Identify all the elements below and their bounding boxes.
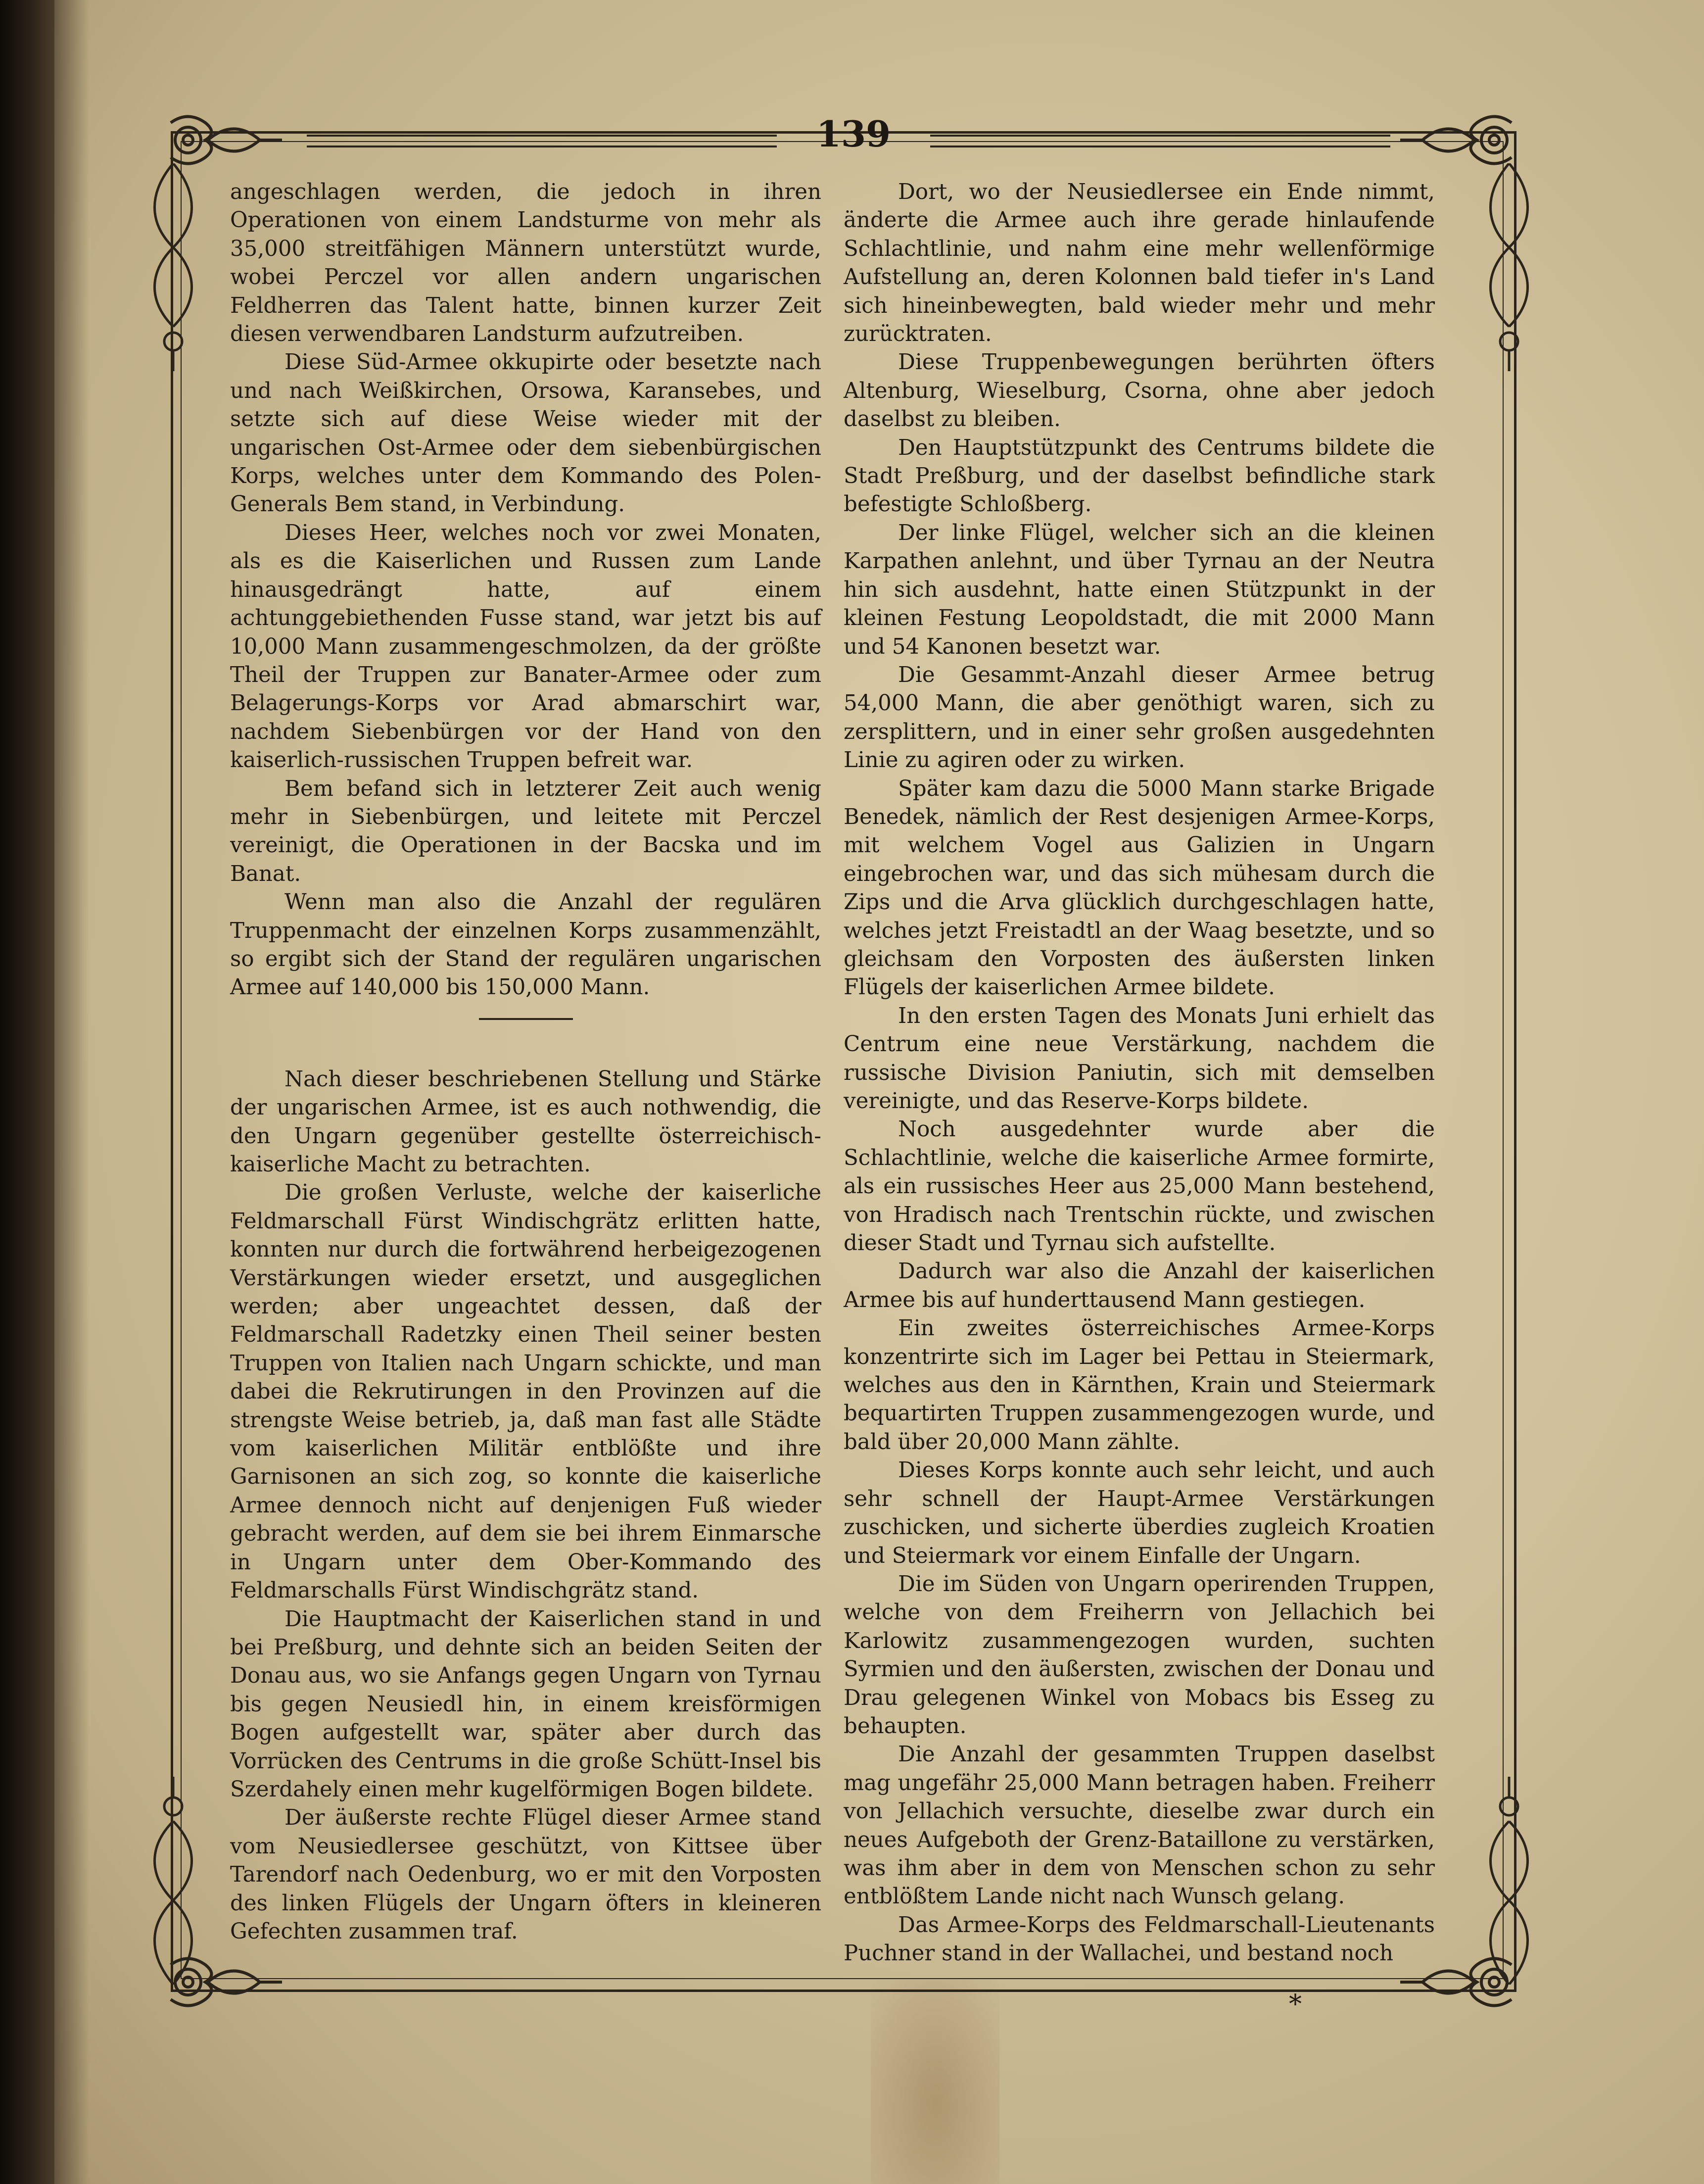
paragraph: Diese Süd-Armee okkupirte oder besetzte nach und nach Weißkirchen, Orsowa, Karansebes, und setzte sich auf diese Weise wieder mit der ungarischen Ost-Armee oder dem siebenbürgischen Korps, welches unter dem Kommando des Polen-Generals Bem stand, in Verbindung.: [230, 350, 821, 517]
corner-ornament-top-right: [1398, 113, 1521, 167]
paragraph: Die Hauptmacht der Kaiserlichen stand in und bei Preßburg, und dehnte sich an beiden Seiten der Donau aus, wo sie Anfangs gegen Ungarn von Tyrnau bis gegen Neusiedl hin, in einem kreisförmigen Bogen aufgestellt war, später aber durch das Vorrücken des Centrums in die große Schütt-Insel bis Szerdahely einen mehr kugelförmigen Bogen bildete.: [230, 1606, 821, 1802]
paragraph: Die großen Verluste, welche der kaiserliche Feldmarschall Fürst Windischgrätz erlitten hatte, konnten nur durch die fortwährend herbeigezogenen Verstärkungen wieder ersetzt, und ausgeglichen werden; aber ungeachtet dessen, daß der Feldmarschall Radetzky einen Theil seiner besten Truppen von Italien nach Ungarn schickte, und man dabei die Rekrutirungen in den Provinzen auf die strengste Weise betrieb, ja, daß man fast alle Städte vom kaiserlichen Militär entblößte und ihre Garnisonen an sich zog, so konnte die kaiserliche Armee dennoch nicht auf denjenigen Fuß wieder gebracht werden, auf dem sie bei ihrem Einmarsche in Ungarn unter dem Ober-Kommando des Feldmarschalls Fürst Windischgrätz stand.: [230, 1180, 821, 1603]
text-column-right: [844, 178, 1435, 1968]
paragraph: Die im Süden von Ungarn operirenden Truppen, welche von dem Freiherrn von Jellachich bei Karlowitz zusammengezogen wurden, suchten Syrmien und den äußersten, zwischen der Donau und Drau gelegenen Winkel von Mobacs bis Esseg zu behaupten.: [844, 1571, 1435, 1739]
side-ornament-right-bottom: [1479, 1777, 1539, 1985]
paragraph: Später kam dazu die 5000 Mann starke Brigade Benedek, nämlich der Rest desjenigen Armee-Korps, mit welchem Vogel aus Galizien in Ungarn eingebrochen war, und das sich mühesam durch die Zips und die Arva glücklich durchgeschlagen hatte, welches jetzt Freistadtl an der Waag besetzte, und so gleichsam den Vorposten des äußersten linken Flügels der kaiserlichen Armee bildete.: [844, 776, 1435, 1000]
side-ornament-left-top: [143, 163, 203, 371]
paragraph: Dieses Heer, welches noch vor zwei Monaten, als es die Kaiserlichen und Russen zum Lande hinausgedrängt hatte, auf einem achtunggebiethenden Fusse stand, war jetzt bis auf 10,000 Mann zusammengeschmolzen, da der größte Theil der Truppen zur Banater-Armee oder zum Belagerungs-Korps vor Arad abmarschirt war, nachdem Siebenbürgen vor der Hand von den kaiserlich-russischen Truppen befreit war.: [230, 520, 821, 773]
paragraph: Der äußerste rechte Flügel dieser Armee stand vom Neusiedlersee geschützt, von Kittsee über Tarendorf nach Oedenburg, wo er mit den Vorposten des linken Flügels der Ungarn öfters in kleineren Gefechten zusammen traf.: [230, 1805, 821, 1944]
paragraph: Der linke Flügel, welcher sich an die kleinen Karpathen anlehnt, und über Tyrnau an der Neutra hin sich ausdehnt, hatte einen Stützpunkt in der kleinen Festung Leopoldstadt, die mit 2000 Mann und 54 Kanonen besetzt war.: [844, 520, 1435, 659]
paper-stain: [871, 1980, 999, 2184]
header-rule-right: [930, 135, 1390, 147]
paragraph: Dadurch war also die Anzahl der kaiserlichen Armee bis auf hunderttausend Mann gestiegen.: [844, 1259, 1435, 1312]
book-spine-shadow: [0, 0, 54, 2184]
paragraph: Das Armee-Korps des Feldmarschall-Lieutenants Puchner stand in der Wallachei, und bestand noch: [844, 1912, 1435, 1966]
paragraph: Wenn man also die Anzahl der regulären Truppenmacht der einzelnen Korps zusammenzählt, so ergibt sich der Stand der regulären ungarischen Armee auf 140,000 bis 150,000 Mann.: [230, 890, 821, 1000]
paragraph: Ein zweites österreichisches Armee-Korps konzentrirte sich im Lager bei Pettau in Steiermark, welches aus den in Kärnthen, Krain und Steiermark bequartirten Truppen zusammengezogen wurde, und bald über 20,000 Mann zählte.: [844, 1316, 1435, 1455]
paragraph: Noch ausgedehnter wurde aber die Schlachtlinie, welche die kaiserliche Armee formirte, als ein russisches Heer aus 25,000 Mann bestehend, von Hradisch nach Trentschin rückte, und zwischen dieser Stadt und Tyrnau sich aufstellte.: [844, 1117, 1435, 1256]
signature-mark: *: [1289, 1990, 1302, 2019]
paragraph: Bem befand sich in letzterer Zeit auch wenig mehr in Siebenbürgen, und leitete mit Perczel vereinigt, die Operationen in der Bacska und im Banat.: [230, 776, 821, 886]
paragraph: Den Hauptstützpunkt des Centrums bildete die Stadt Preßburg, und der daselbst befindliche stark befestigte Schloßberg.: [844, 435, 1435, 517]
page-number: 139: [816, 113, 891, 155]
paragraph: Die Gesammt-Anzahl dieser Armee betrug 54,000 Mann, die aber genöthigt waren, sich zu zersplittern, und in einer sehr großen ausgedehnten Linie zu agiren oder zu wirken.: [844, 662, 1435, 773]
paragraph: Dieses Korps konnte auch sehr leicht, und auch sehr schnell der Haupt-Armee Verstärkungen zuschicken, und sicherte überdies zugleich Kroatien und Steiermark vor einem Einfalle der Ungarn.: [844, 1458, 1435, 1568]
side-ornament-left-bottom: [143, 1777, 203, 1985]
section-separator: [479, 1018, 573, 1020]
header-rule-left: [307, 135, 777, 147]
side-ornament-right-top: [1479, 163, 1539, 371]
paragraph: angeschlagen werden, die jedoch in ihren Operationen von einem Landsturme von mehr als 35,000 streitfähigen Männern unterstützt wurde, wobei Perczel vor allen andern ungarischen Feldherren das Talent hatte, binnen kurzer Zeit diesen verwendbaren Landsturm aufzutreiben.: [230, 180, 821, 347]
corner-ornament-top-left: [161, 113, 284, 167]
paragraph: In den ersten Tagen des Monats Juni erhielt das Centrum eine neue Verstärkung, nachdem die russische Division Paniutin, sich mit demselben vereinigte, und das Reserve-Korps bildete.: [844, 1003, 1435, 1114]
page-gutter-shadow: [54, 0, 89, 2184]
paragraph: Die Anzahl der gesammten Truppen daselbst mag ungefähr 25,000 Mann betragen haben. Freiherr von Jellachich versuchte, dieselbe zwar durch ein neues Aufgeboth der Grenz-Bataillone zu verstärken, was ihm aber in dem von Menschen schon zu sehr entblößtem Lande nicht nach Wunsch gelang.: [844, 1742, 1435, 1909]
paragraph: Dort, wo der Neusiedlersee ein Ende nimmt, änderte die Armee auch ihre gerade hinlaufende Schlachtlinie, und nahm eine mehr wellenförmige Aufstellung an, deren Kolonnen bald tiefer in's Land sich hineinbewegten, bald wieder mehr und mehr zurücktraten.: [844, 180, 1435, 347]
paragraph: Nach dieser beschriebenen Stellung und Stärke der ungarischen Armee, ist es auch nothwendig, die den Ungarn gegenüber gestellte österreichisch-kaiserliche Macht zu betrachten.: [230, 1067, 821, 1177]
paragraph: Diese Truppenbewegungen berührten öfters Altenburg, Wieselburg, Csorna, ohne aber jedoch daselbst zu bleiben.: [844, 350, 1435, 432]
text-column-left: [230, 178, 821, 1946]
